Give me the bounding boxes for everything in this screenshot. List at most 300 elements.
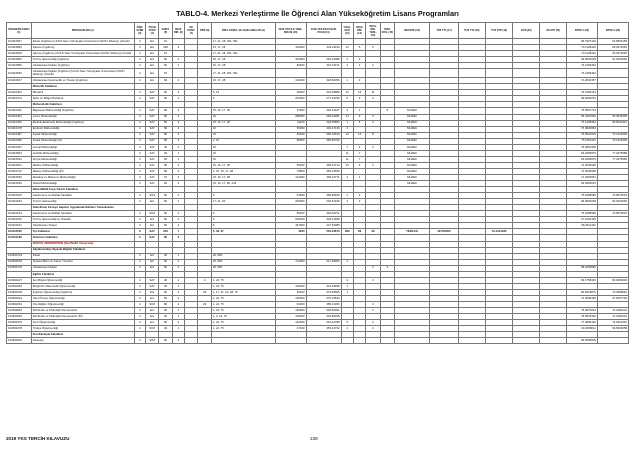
table-cell-name: Fen Bilgisi Öğretmenliği [31,277,134,283]
table-cell-pt: EA [145,217,158,223]
table-cell-code: 103110512 [7,156,32,162]
table-cell-ob: 2 [172,289,184,295]
faculty-name: Fen-Edebiyat Fakültesi [31,332,134,338]
table-cell-ob: 3 [172,108,184,114]
table-cell-pt: EA [145,314,158,320]
table-cell-c22: 69.9052009 [566,199,597,205]
table-cell-c22: 71.2826457 [566,78,597,84]
university-name: DOĞUŞ ÜNİVERSİTESİ (Özel/Vakıf Üniversite) [31,241,134,247]
table-cell-dur: 4 [134,120,145,126]
table-cell-c22: 70.3820846 [566,126,597,132]
table-cell-c14: 8 [366,132,380,138]
table-cell-ob: 3 [172,162,184,168]
table-cell-c13: 5 [353,45,365,51]
table-cell-code: 103110836 [7,63,32,69]
table-cell-c14: 3 [366,96,380,102]
table-cell-c22: 64.9455879 [566,150,597,156]
column-header: AB AYP (21) [540,23,567,39]
table-cell-notes: 46, 800 [211,259,275,265]
table-cell-pt: SAY [145,283,158,289]
table-cell-dur: 4 [134,283,145,289]
table-cell-name: Rehberlik ve Psikolojik Danışmanlık [31,308,134,314]
table-cell-code: 103110800 [7,57,32,63]
table-cell-rank: 141000 [275,174,306,180]
table-cell-ob: 2 [172,78,184,84]
table-cell-c14: 2 [366,265,380,271]
table-cell-c12: 2 [341,57,353,63]
table-cell-code: 103390843 [7,308,32,314]
table-cell-k: 15 [159,39,172,45]
table-cell-c22: 68.2250896 [566,265,597,271]
table-cell-name: Gastronomi ve Mutfak Sanatları [31,211,134,217]
table-cell-code: 103390270 [7,320,32,326]
table-cell-dur: 4 [134,338,145,344]
table-cell-notes: 1, 24, 75 [211,277,275,283]
column-header: OKUL BİR. (13) [353,23,365,39]
table-cell-code: 103110497 [7,144,32,150]
table-cell-notes: 16 [211,144,275,150]
table-cell-c23: 74.2480222 [597,308,628,314]
table-cell-dur: 4 [134,108,145,114]
table-cell-c16: MÜZEK [395,181,430,187]
table-cell-ob: 3 [172,168,184,174]
table-cell-dur: 4 [134,265,145,271]
table-cell-c12: 11 [341,150,353,156]
table-cell-notes: 1, 24, 75 [211,301,275,307]
table-cell-score: 385.01366 [306,301,341,307]
table-cell-notes: 17, 21, 28, 251, 691 [211,39,275,45]
table-cell-score: 262.12086 [306,57,341,63]
column-header: ÖZEL KOŞ. (15) [380,23,394,39]
table-cell-c23: 82.3969430 [597,277,628,283]
table-cell-ob: 1 [172,150,184,156]
table-cell-c14: 3 [366,301,380,307]
table-cell-ob: 2 [172,63,184,69]
table-cell-ob: 3 [172,138,184,144]
table-cell-rank: 55200 [275,162,306,168]
table-cell-code: 103110478 [7,126,32,132]
table-cell-c12: 11 [341,156,353,162]
table-cell-c16: MÜZEK [395,108,430,114]
table-cell-pt: EA [145,265,158,271]
table-cell-c16: MÜZEK [395,150,430,156]
table-cell-dur: 4 [134,138,145,144]
table-cell-notes: 17, 21, 28, 251, 691 [211,69,275,78]
table-cell-code: 103390618 [7,259,32,265]
table-cell-pt: EA [145,199,158,205]
table-cell-name: Endüstri Mühendisliği [31,126,134,132]
table-cell-notes: 17, 21, 28, 251, 691 [211,51,275,57]
table-cell-pt: SAY [145,156,158,162]
table-cell-dur: 4 [134,211,145,217]
table-cell-code: 103390252 [7,283,32,289]
table-cell-ob: 3 [172,90,184,96]
table-cell-notes: 17, 21, 60 [211,199,275,205]
table-cell-pt: SAY [145,96,158,102]
table-cell-c13: 69 [353,229,365,235]
table-cell-c22: 74.3030948 [566,168,597,174]
table-cell-c12: 3 [341,108,353,114]
table-cell-c21 [540,69,567,78]
table-cell-k: 15 [159,69,172,78]
table-cell-name: İngilizce Öğretmenliği (İngilizce) [31,289,134,295]
column-header: 2018-YKS EN KÜÇÜK PUAN (11) [306,23,341,39]
table-cell-dur: 4 [134,259,145,265]
table-cell-c12: 1 [341,193,353,199]
table-cell-rank: 142000 [275,320,306,326]
table-cell-name: Turizm İşletmeciliği ve Otelcilik [31,217,134,223]
table-cell-name: Özel Eğitim Öğretmenliği [31,301,134,307]
table-cell-rank: 280000 [275,114,306,120]
table-cell-c17 [430,69,459,78]
table-cell-code: 103110845 [7,69,32,78]
table-cell-code: 103110496 [7,138,32,144]
table-cell-dur: 4 [134,69,145,78]
table-cell-c13: 12 [353,90,365,96]
table-cell-code: 103110234 [7,199,32,205]
table-cell-c14: 3 [366,162,380,168]
table-cell-c13: 4 [353,144,365,150]
table-cell-c12: 12 [341,45,353,51]
table-cell-c22: 69.0905015 [566,181,597,187]
table-cell-k: 80 [159,120,172,126]
table-cell-c12: 2 [341,277,353,283]
table-cell-k: 30 [159,326,172,332]
table-cell-c13: 3 [353,96,365,102]
table-cell-c22: 75.6489589 [566,211,597,217]
table-cell-c19: 79.1014185 [485,229,513,235]
table-cell-ob: 2 [172,193,184,199]
table-cell-dur: 4 [134,78,145,84]
table-cell-notes: 15, 17, 28 [211,78,275,84]
table-cell-ob: 2 [172,126,184,132]
table-cell-notes: 15, 17, 28 [211,57,275,63]
table-cell-c18 [458,69,485,78]
table-cell-k: 60 [159,199,172,205]
table-cell-c23: 62.8654165 [597,39,628,45]
table-cell-c14: 2 [366,326,380,332]
table-cell-dur: 4 [134,57,145,63]
table-cell-k: 50 [159,90,172,96]
table-cell-pt: SAY [145,108,158,114]
table-cell-c15: 4 [380,265,394,271]
table-cell-c22: 68.0511432 [566,223,597,229]
column-header: OKUL BİR. (6) [172,23,184,39]
table-cell-name: Gastronomi ve Mutfak Sanatları [31,193,134,199]
column-header: Y.SKL. SAYI (12) [341,23,353,39]
table-cell-c13: 7 [353,156,365,162]
table-cell-score: 277.22336 [306,96,341,102]
table-cell-name: Jeoloji Mühendisliği [31,144,134,150]
table-cell-c12 [341,338,353,344]
table-cell-c19 [485,338,513,344]
table-cell-c16: MÜZEK [395,144,430,150]
table-cell-name: Uluslararası İlişkiler [31,265,134,271]
table-cell-c12: 10 [341,90,353,96]
table-cell-pt: SAY [145,229,158,235]
table-cell-k: 250 [159,229,172,235]
table-cell-c17 [430,338,459,344]
table-cell-c16 [395,338,430,344]
table-cell-k: 60 [159,259,172,265]
table-cell-c13: 6 [353,162,365,168]
table-cell-pt: SÖZ [145,211,158,217]
table-cell-rank: 136000 [275,283,306,289]
table-cell-name: Uluslararası İlişkiler (İngilizce) [31,63,134,69]
table-cell-c22: 65.5659609 [566,338,597,344]
column-header: KONT. (5) [159,23,172,39]
table-cell-rank: 55100 [275,289,306,295]
table-cell-score: 342.70471 [306,63,341,69]
table-cell-k: 60 [159,156,172,162]
table-cell-dur: 4 [134,217,145,223]
table-cell-c22: 69.9052009 [566,57,597,63]
table-cell-pt: SÖZ [145,326,158,332]
table-cell-pt: SAY [145,132,158,138]
table-cell-code: 103110424 [7,90,32,96]
table-cell-c23: 79.2588062 [597,289,628,295]
table-cell-notes: 15, 16, 17, 28 [211,162,275,168]
table-cell-rank: 47100 [275,326,306,332]
table-cell-k: 40 [159,314,172,320]
table-cell-k: 60 [159,181,172,187]
table-cell-k: 30 [159,283,172,289]
table-cell-c22: 73.1128419 [566,51,597,57]
table-cell-c23: 74.9322440 [597,320,628,326]
faculty-name: Mimarlık Fakültesi [31,84,134,90]
table-cell-dur: 4 [134,168,145,174]
table-cell-pt: SAY [145,114,158,120]
table-cell-notes: 1, 24, 75 [211,283,275,289]
table-cell-pt: EA [145,320,158,326]
table-cell-code: 103110143 [7,211,32,217]
table-cell-ob: 2 [172,211,184,217]
table-cell-c23: 65.3546305 [597,114,628,120]
table-cell-c16: MÜZEK [395,174,430,180]
table-cell-code: 103110487 [7,132,32,138]
table-cell-c16: MÜZEK [395,114,430,120]
table-cell-code: 103110451 [7,114,32,120]
table-cell-ob: 2 [172,114,184,120]
table-cell-notes: 15, 16, 17, 60, 243 [211,181,275,187]
table-cell-score: 306.13771 [306,174,341,180]
table-cell-ob: 2 [172,181,184,187]
table-cell-c13 [353,338,365,344]
table-cell-notes: 16 [211,126,275,132]
table-cell-pt: EA [145,45,158,51]
table-cell-c23 [597,338,628,344]
table-cell-c18 [458,338,485,344]
table-cell-c12: 289 [341,229,353,235]
table-cell-score: 319.44788 [306,320,341,326]
table-cell-name: Uluslararası Ticaret [31,223,134,229]
table-cell-pt: EA [145,295,158,301]
table-cell-score: 328.26001 [306,308,341,314]
table-cell-notes: 2, 15, 16, 17, 28 [211,168,275,174]
faculty-name: Mühendislik Fakültesi [31,102,134,108]
table-cell-c14 [366,338,380,344]
table-cell-c14: 2 [366,308,380,314]
table-cell-c15 [380,338,394,344]
table-cell-k: 80 [159,168,172,174]
table-cell-notes [211,338,275,344]
table-cell-code: 103110549 [7,181,32,187]
table-cell-code: 103110521 [7,162,32,168]
table-cell-c14: 3 [366,120,380,126]
table-cell-c20 [513,69,540,78]
table-cell-c14: 3 [366,144,380,150]
table-cell-code: 103390227 [7,277,32,283]
table-cell-k: 60 [159,338,172,344]
table-cell-score: 402.47130 [306,126,341,132]
table-cell-notes: 16 [211,132,275,138]
table-cell-c16: MÜZEK [395,132,430,138]
table-cell-code: 103390032 [7,338,32,344]
table-cell-c17: 49.555955 [430,229,459,235]
table-cell-pt: SAY [145,235,158,241]
table-cell-ob: 2 [172,259,184,265]
table-cell-notes: 6, 13 [211,90,275,96]
table-cell-pt: SAY [145,120,158,126]
table-cell-name: İşletme (İngilizce) (UOLP-New York Eyalet Üniversitesi (SUNY Albany)) (Ücretli) [31,51,134,57]
table-cell-pt: EA [145,253,158,259]
table-cell-ob: 2 [172,223,184,229]
table-cell-dur: 4 [134,277,145,283]
table-cell-c22: 69.7907163 [566,39,597,45]
table-cell-dur: 4 [134,199,145,205]
table-cell-code: 103110503 [7,150,32,156]
table-cell-k: 80 [159,162,172,168]
table-cell-c13: 1 [353,174,365,180]
table-cell-dur: 4 [134,96,145,102]
table-cell-ob: 2 [172,295,184,301]
table-cell-notes: 46, 800 [211,253,275,259]
table-cell-c12: 5 [341,320,353,326]
column-header: KPSS-1 (22) [566,23,597,39]
table-cell-c12: 1 [341,283,353,289]
table-cell-c22: 69.4461546 [566,114,597,120]
table-cell-ob [172,69,184,78]
table-cell-rank: 28400 [275,90,306,96]
table-cell-c22: 69.3498611 [566,326,597,332]
table-cell-k: 60 [159,78,172,84]
table-cell-c12: 14 [341,114,353,120]
table-cell-c16: MÜZEK [395,168,430,174]
table-cell-pt: EA [145,78,158,84]
table-cell-c23: 70.1019309 [597,138,628,144]
table-cell-code: 103390278 [7,326,32,332]
table-cell-c20 [513,338,540,344]
table-cell-dur: 4 [134,39,145,45]
table-cell-score: 318.96356 [306,78,341,84]
table-cell-c13: 14 [353,132,365,138]
table-cell-ob: 1 [172,277,184,283]
table-cell-dur: 6 [134,229,145,235]
footer-guide-name: 2019 YKS TERCİH KILAVUZU [6,436,70,441]
table-cell-c13: 1 [353,108,365,114]
table-cell-c22: 82.1758445 [566,277,597,283]
table-cell-c13: 2 [353,193,365,199]
table-cell-code: 103110460 [7,120,32,126]
table-cell-c13: 3 [353,199,365,205]
table-cell-pt: SAY [145,174,158,180]
table-cell-c23: 68.5010441 [597,120,628,126]
table-cell-rank: 94300 [275,301,306,307]
table-cell-name: Çevre Mühendisliği [31,114,134,120]
table-cell-ob: 3 [172,132,184,138]
column-header: OBK (8) [198,23,211,39]
table-cell-ob: 1 [172,314,184,320]
table-cell-ob: 7 [172,229,184,235]
table-cell-pt: DİL [145,289,158,295]
table-cell-pt: EA [145,308,158,314]
table-cell-c12: 15 [341,162,353,168]
table-cell-c23: 69.0973065 [597,45,628,51]
table-cell-k: 60 [159,320,172,326]
table-cell-c16 [395,69,430,78]
table-cell-ob: 1 [172,253,184,259]
table-cell-dur: 4 [134,150,145,156]
column-header: OKUL BİR. YERL. (14) [366,23,380,39]
table-cell-name: İlköğretim Matematik Öğretmenliği [31,283,134,289]
table-cell-c22: 69.6094051 [566,96,597,102]
table-cell-k: 60 [159,235,172,241]
table-cell-rank: 714000 [275,259,306,265]
table-cell-rank: 88300 [275,138,306,144]
table-cell-dur: 4 [134,181,145,187]
table-cell-name: İktisat (İngilizce) (UOLP-New York Eyalet Üniversitesi (SUNY Albany)) (Ücretli) [31,39,134,45]
table-cell-c12: 1 [341,120,353,126]
table-cell-rank: 50000 [275,126,306,132]
table-cell-rank: 37600 [275,108,306,114]
table-cell-name: Siyaset Bilimi ve Kamu Yönetimi [31,259,134,265]
table-cell-c19 [485,69,513,78]
table-cell-notes: 1, 24, 75 [211,295,275,301]
table-cell-dur: 4 [134,223,145,229]
table-cell-notes: 16 [211,114,275,120]
table-cell-c21 [540,338,567,344]
table-cell-obk [198,338,211,344]
table-cell-rank: 132000 [275,45,306,51]
table-cell-obk: 4 [198,277,211,283]
faculty-name: Tıp Fakültesi [31,229,134,235]
table-cell-rank: 467000 [275,223,306,229]
table-cell-k: 100 [159,45,172,51]
page-number: 238 [310,436,318,441]
table-cell-name: Turizm İşletmeciliği [31,199,134,205]
table-cell-c22: 76.4810305 [566,144,597,150]
table-cell-pt: SAY [145,168,158,174]
table-cell-dur: 4 [134,132,145,138]
table-cell-c22: 73.1428391 [566,120,597,126]
table-cell-code: 103390244 [7,295,32,301]
table-cell-c16: MÜZEK [395,120,430,126]
table-cell-rank: 139000 [275,314,306,320]
table-cell-k: 50 [159,193,172,199]
table-cell-code: 103110530 [7,174,32,180]
table-cell-name: Jeofizik Mühendisliği [31,150,134,156]
table-cell-score: 217.48960 [306,259,341,265]
table-cell-score: 369.14650 [306,168,341,174]
table-cell-k: 60 [159,126,172,132]
column-header: EK KONT. (7) [185,23,198,39]
table-cell-rank: 44600 [275,193,306,199]
table-cell-pt: EA [145,223,158,229]
table-cell-c13: 2 [353,63,365,69]
table-cell-name: Şehir ve Bölge Planlama [31,96,134,102]
table-cell-c16: MÜZEK [395,126,430,132]
table-cell-pt: SÖZ [145,338,158,344]
